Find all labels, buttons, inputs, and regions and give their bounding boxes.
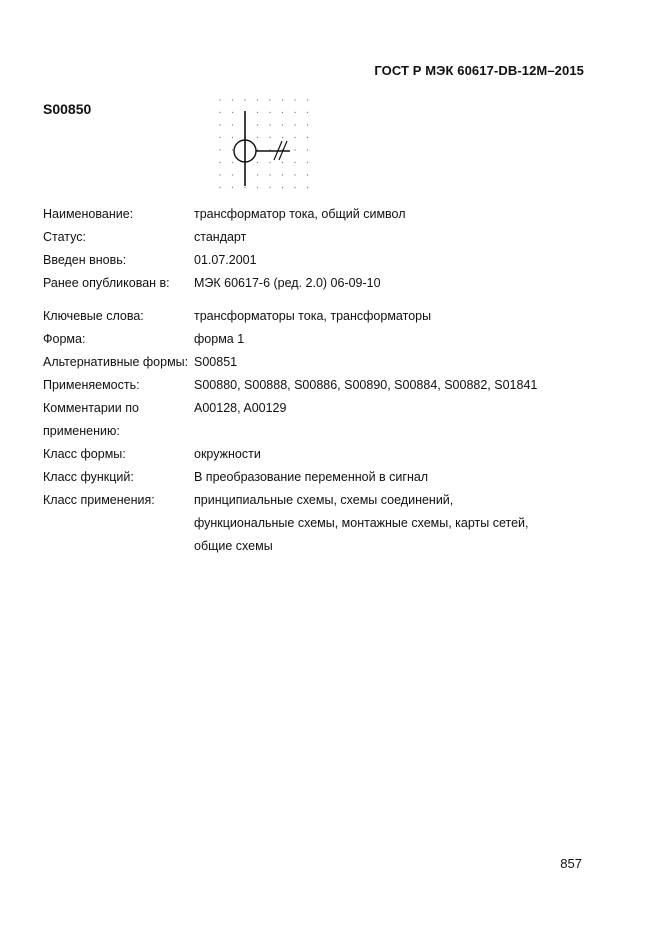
property-value: 01.07.2001 [194,253,257,267]
grid-dot [282,99,283,100]
property-value: стандарт [194,230,247,244]
grid-dot [257,162,258,163]
property-row-application-notes [43,397,543,443]
grid-dot [219,162,220,163]
property-label: Комментарии по применению: [43,401,139,438]
property-row-keywords [43,305,543,328]
property-label: Ранее опубликован в: [43,276,170,290]
property-label: Введен вновь: [43,253,127,267]
grid-dot [257,112,258,113]
grid-dot [294,137,295,138]
grid-dot [269,137,270,138]
grid-dot [219,137,220,138]
grid-dot [219,124,220,125]
grid-dot [294,124,295,125]
grid-dot [232,174,233,175]
document-code-header: ГОСТ Р МЭК 60617-DB-12M–2015 [374,63,584,78]
grid-dot [294,162,295,163]
grid-dot [219,112,220,113]
grid-dot [282,124,283,125]
grid-dot [232,137,233,138]
grid-dot [269,187,270,188]
grid-dot [307,112,308,113]
grid-dot [307,174,308,175]
grid-dot [269,112,270,113]
property-label: Ключевые слова: [43,309,144,323]
grid-dot [307,187,308,188]
property-row-previously-published [43,272,543,295]
property-label: Класс применения: [43,493,155,507]
property-row-name [43,203,543,226]
symbol-id: S00850 [43,101,92,117]
grid-dot [257,187,258,188]
grid-dot [257,174,258,175]
grid-dot [219,174,220,175]
grid-dot [294,149,295,150]
grid-dot [219,99,220,100]
grid-dot [269,124,270,125]
grid-dot [232,187,233,188]
grid-dot [269,174,270,175]
grid-dot [294,112,295,113]
property-row-function-class [43,466,543,489]
grid-dot [232,124,233,125]
property-label: Наименование: [43,207,134,221]
grid-dot [257,99,258,100]
property-value: В преобразование переменной в сигнал [194,470,429,484]
grid-dot [244,187,245,188]
current-transformer-symbol [218,98,318,198]
property-label: Применяемость: [43,378,140,392]
property-row-applicability [43,374,543,397]
property-label: Класс функций: [43,470,134,484]
property-label: Класс формы: [43,447,126,461]
grid-dot [294,174,295,175]
property-label: Форма: [43,332,86,346]
property-value: МЭК 60617-6 (ред. 2.0) 06-09-10 [194,276,381,290]
grid-dot [282,174,283,175]
property-row-shape-class [43,443,543,466]
property-label: Альтернативные формы: [43,355,189,369]
grid-dot [307,99,308,100]
grid-dot [294,99,295,100]
property-value: окружности [194,447,261,461]
properties-list [43,203,543,558]
property-row-alternative-forms [43,351,543,374]
property-value: форма 1 [194,332,245,346]
grid-dot [257,137,258,138]
property-label: Статус: [43,230,86,244]
grid-dot [244,99,245,100]
property-row-application-class [43,489,543,558]
property-row-status [43,226,543,249]
page-number: 857 [560,856,582,871]
grid-dot [282,187,283,188]
grid-dot [307,124,308,125]
grid-dot [219,187,220,188]
grid-dot [232,162,233,163]
grid-dot [269,99,270,100]
grid-dot [269,162,270,163]
grid-dot [307,137,308,138]
grid-dot [282,112,283,113]
property-row-introduced [43,249,543,272]
property-value: S00851 [194,355,238,369]
grid-dot [232,149,233,150]
grid-dot [219,149,220,150]
property-value: S00880, S00888, S00886, S00890, S00884, S00882, S01841 [194,378,538,392]
grid-dot [294,187,295,188]
grid-dot [232,112,233,113]
property-value: трансформаторы тока, трансформаторы [194,309,432,323]
property-row-form [43,328,543,351]
grid-dot [282,137,283,138]
grid-dot [232,99,233,100]
grid-dot [307,162,308,163]
grid-dot [282,162,283,163]
grid-dot [257,124,258,125]
grid-dot [307,149,308,150]
property-value: трансформатор тока, общий символ [194,207,406,221]
property-value: A00128, A00129 [194,401,287,415]
property-value: принципиальные схемы, схемы соединений, функциональные схемы, монтажные схемы, карты сетей, общие схемы [194,493,529,553]
